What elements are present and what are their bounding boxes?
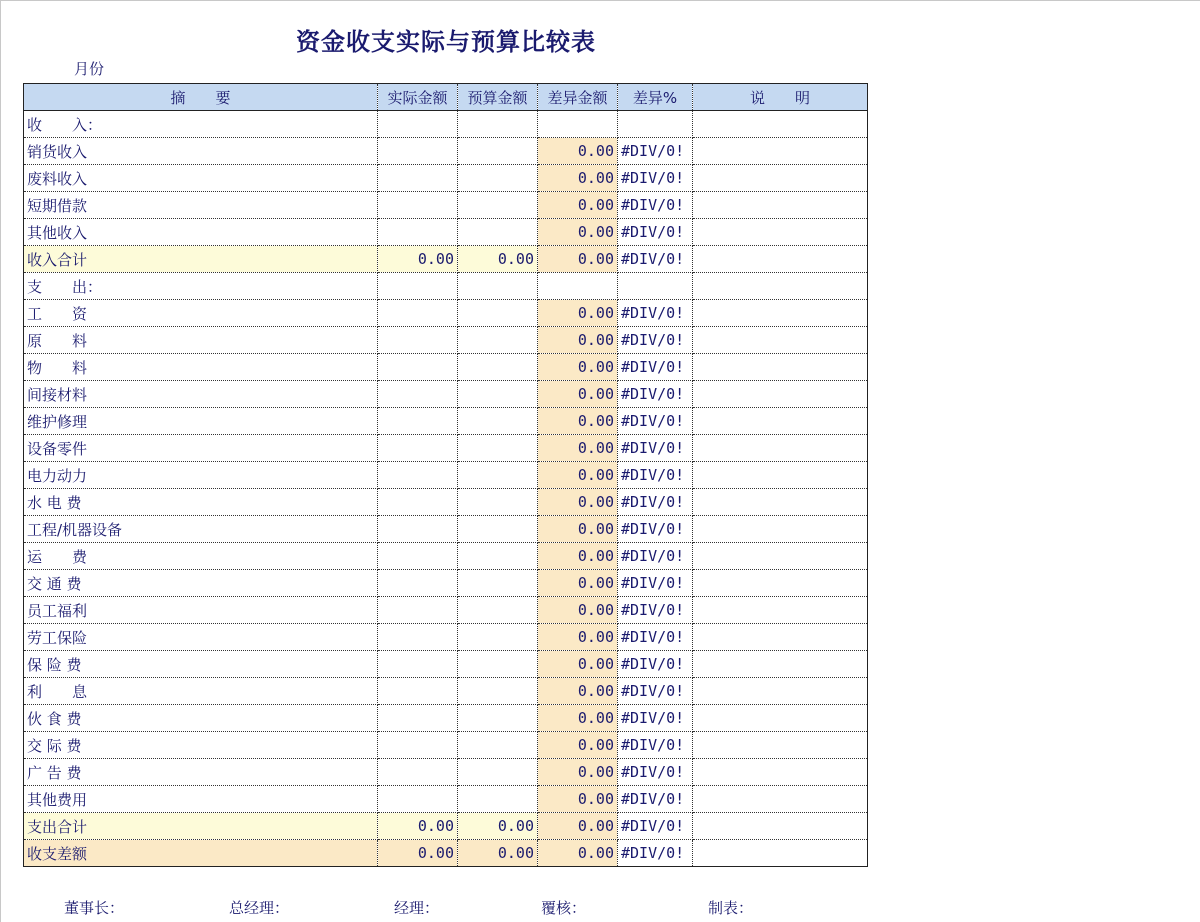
cell-actual[interactable] [378,597,458,624]
cell-budget[interactable] [458,570,538,597]
cell-diff[interactable]: 0.00 [538,219,618,246]
cell-diff[interactable]: 0.00 [538,516,618,543]
cell-budget[interactable] [458,192,538,219]
cell-pct[interactable]: #DIV/0! [618,678,693,705]
cell-desc[interactable]: 交 际 费 [24,732,378,759]
cell-note[interactable] [693,462,868,489]
header-actual[interactable]: 实际金额 [378,84,458,111]
cell-actual[interactable] [378,219,458,246]
cell-diff[interactable]: 0.00 [538,624,618,651]
cell-note[interactable] [693,840,868,867]
cell-note[interactable] [693,435,868,462]
cell-budget[interactable] [458,516,538,543]
table-row [24,246,868,273]
budget-comparison-table [23,83,868,867]
cell-note[interactable] [693,354,868,381]
cell-actual[interactable]: 0.00 [378,813,458,840]
cell-actual[interactable]: 0.00 [378,840,458,867]
cell-note[interactable] [693,192,868,219]
footer-reviewer: 覆核： [541,899,587,917]
cell-actual[interactable] [378,489,458,516]
cell-budget[interactable] [458,381,538,408]
cell-budget[interactable] [458,759,538,786]
cell-desc[interactable]: 其他费用 [24,786,378,813]
table-row [24,408,868,435]
cell-actual[interactable] [378,327,458,354]
cell-pct[interactable]: #DIV/0! [618,624,693,651]
cell-actual[interactable] [378,435,458,462]
table-row [24,516,868,543]
cell-diff[interactable]: 0.00 [538,759,618,786]
cell-diff[interactable]: 0.00 [538,462,618,489]
cell-diff[interactable]: 0.00 [538,489,618,516]
cell-diff[interactable]: 0.00 [538,246,618,273]
cell-diff[interactable]: 0.00 [538,354,618,381]
page-title: 资金收支实际与预算比较表 [296,27,596,56]
cell-budget[interactable] [458,705,538,732]
cell-pct[interactable]: #DIV/0! [618,651,693,678]
footer-preparer: 制表： [708,899,754,917]
cell-note[interactable] [693,246,868,273]
cell-pct[interactable]: #DIV/0! [618,165,693,192]
cell-diff[interactable] [538,273,618,300]
cell-pct[interactable]: #DIV/0! [618,516,693,543]
cell-desc[interactable]: 支出合计 [24,813,378,840]
cell-desc[interactable]: 支 出： [24,273,378,300]
table-row [24,435,868,462]
cell-pct[interactable]: #DIV/0! [618,354,693,381]
cell-note[interactable] [693,219,868,246]
header-diff[interactable]: 差异金额 [538,84,618,111]
cell-diff[interactable]: 0.00 [538,381,618,408]
cell-actual[interactable] [378,570,458,597]
cell-note[interactable] [693,678,868,705]
cell-note[interactable] [693,543,868,570]
table-row [24,597,868,624]
cell-diff[interactable]: 0.00 [538,435,618,462]
cell-budget[interactable] [458,543,538,570]
cell-actual[interactable] [378,462,458,489]
cell-desc[interactable]: 电力动力 [24,462,378,489]
cell-pct[interactable]: #DIV/0! [618,840,693,867]
cell-note[interactable] [693,273,868,300]
cell-diff[interactable]: 0.00 [538,840,618,867]
cell-actual[interactable] [378,408,458,435]
cell-desc[interactable]: 工 资 [24,300,378,327]
header-pct[interactable]: 差异% [618,84,693,111]
cell-desc[interactable]: 运 费 [24,543,378,570]
table-row [24,651,868,678]
table-row [24,840,868,867]
header-desc[interactable]: 摘 要 [24,84,378,111]
cell-note[interactable] [693,732,868,759]
cell-pct[interactable]: #DIV/0! [618,327,693,354]
cell-budget[interactable] [458,489,538,516]
cell-budget[interactable] [458,273,538,300]
cell-note[interactable] [693,165,868,192]
cell-desc[interactable]: 间接材料 [24,381,378,408]
table-row [24,624,868,651]
cell-note[interactable] [693,381,868,408]
cell-desc[interactable]: 水 电 费 [24,489,378,516]
cell-note[interactable] [693,408,868,435]
cell-actual[interactable] [378,273,458,300]
cell-desc[interactable]: 销货收入 [24,138,378,165]
cell-budget[interactable] [458,597,538,624]
cell-pct[interactable]: #DIV/0! [618,462,693,489]
cell-pct[interactable]: #DIV/0! [618,489,693,516]
cell-desc[interactable]: 伙 食 费 [24,705,378,732]
cell-pct[interactable] [618,273,693,300]
cell-pct[interactable]: #DIV/0! [618,705,693,732]
cell-pct[interactable]: #DIV/0! [618,246,693,273]
cell-desc[interactable]: 保 险 费 [24,651,378,678]
cell-pct[interactable]: #DIV/0! [618,786,693,813]
cell-desc[interactable]: 利 息 [24,678,378,705]
table-row [24,138,868,165]
table-row [24,570,868,597]
cell-actual[interactable] [378,381,458,408]
cell-pct[interactable]: #DIV/0! [618,597,693,624]
cell-diff[interactable]: 0.00 [538,543,618,570]
cell-budget[interactable] [458,435,538,462]
cell-pct[interactable]: #DIV/0! [618,732,693,759]
header-budget[interactable]: 预算金额 [458,84,538,111]
cell-budget[interactable] [458,678,538,705]
cell-diff[interactable]: 0.00 [538,786,618,813]
cell-actual[interactable] [378,759,458,786]
cell-actual[interactable]: 0.00 [378,246,458,273]
cell-desc[interactable]: 维护修理 [24,408,378,435]
table-row [24,732,868,759]
cell-budget[interactable] [458,786,538,813]
cell-pct[interactable]: #DIV/0! [618,813,693,840]
cell-actual[interactable] [378,300,458,327]
cell-budget[interactable] [458,651,538,678]
cell-note[interactable] [693,327,868,354]
cell-pct[interactable]: #DIV/0! [618,408,693,435]
table-row [24,462,868,489]
cell-desc[interactable]: 工程/机器设备 [24,516,378,543]
cell-note[interactable] [693,516,868,543]
footer-manager: 经理： [394,899,440,917]
table-row [24,678,868,705]
cell-actual[interactable] [378,543,458,570]
cell-actual[interactable] [378,678,458,705]
cell-budget[interactable] [458,165,538,192]
cell-budget[interactable] [458,462,538,489]
cell-budget[interactable] [458,300,538,327]
table-row [24,543,868,570]
cell-actual[interactable] [378,516,458,543]
cell-desc[interactable]: 收 入： [24,111,378,138]
table-row [24,705,868,732]
cell-diff[interactable]: 0.00 [538,651,618,678]
table-row [24,165,868,192]
cell-note[interactable] [693,300,868,327]
cell-budget[interactable]: 0.00 [458,813,538,840]
header-row [24,84,868,111]
cell-note[interactable] [693,705,868,732]
table-row [24,786,868,813]
cell-pct[interactable]: #DIV/0! [618,570,693,597]
cell-diff[interactable]: 0.00 [538,327,618,354]
cell-pct[interactable]: #DIV/0! [618,300,693,327]
cell-desc[interactable]: 废料收入 [24,165,378,192]
table-row [24,111,868,138]
cell-diff[interactable]: 0.00 [538,732,618,759]
cell-note[interactable] [693,813,868,840]
cell-desc[interactable]: 员工福利 [24,597,378,624]
cell-actual[interactable] [378,354,458,381]
month-label: 月份 [74,60,105,78]
cell-actual[interactable] [378,192,458,219]
cell-pct[interactable]: #DIV/0! [618,192,693,219]
cell-note[interactable] [693,138,868,165]
cell-desc[interactable]: 广 告 费 [24,759,378,786]
cell-actual[interactable] [378,651,458,678]
cell-budget[interactable] [458,354,538,381]
cell-note[interactable] [693,624,868,651]
cell-diff[interactable]: 0.00 [538,705,618,732]
cell-actual[interactable] [378,705,458,732]
cell-pct[interactable]: #DIV/0! [618,381,693,408]
cell-pct[interactable]: #DIV/0! [618,435,693,462]
table-row [24,219,868,246]
cell-pct[interactable] [618,111,693,138]
cell-diff[interactable]: 0.00 [538,813,618,840]
cell-actual[interactable] [378,138,458,165]
cell-pct[interactable]: #DIV/0! [618,759,693,786]
cell-budget[interactable] [458,624,538,651]
cell-note[interactable] [693,759,868,786]
footer-gm: 总经理： [229,899,290,917]
cell-diff[interactable]: 0.00 [538,408,618,435]
cell-budget[interactable] [458,111,538,138]
cell-desc[interactable]: 原 料 [24,327,378,354]
table-row [24,300,868,327]
cell-note[interactable] [693,570,868,597]
cell-pct[interactable]: #DIV/0! [618,138,693,165]
cell-actual[interactable] [378,624,458,651]
cell-desc[interactable]: 交 通 费 [24,570,378,597]
cell-budget[interactable]: 0.00 [458,246,538,273]
cell-budget[interactable] [458,138,538,165]
cell-desc[interactable]: 收入合计 [24,246,378,273]
cell-note[interactable] [693,651,868,678]
header-note[interactable]: 说 明 [693,84,868,111]
cell-note[interactable] [693,786,868,813]
cell-desc[interactable]: 物 料 [24,354,378,381]
cell-actual[interactable] [378,165,458,192]
cell-desc[interactable]: 收支差额 [24,840,378,867]
cell-desc[interactable]: 设备零件 [24,435,378,462]
cell-budget[interactable] [458,732,538,759]
cell-budget[interactable] [458,327,538,354]
cell-diff[interactable] [538,111,618,138]
cell-diff[interactable]: 0.00 [538,138,618,165]
cell-diff[interactable]: 0.00 [538,300,618,327]
table-row [24,759,868,786]
cell-note[interactable] [693,597,868,624]
cell-pct[interactable]: #DIV/0! [618,219,693,246]
table-row [24,354,868,381]
cell-actual[interactable] [378,732,458,759]
table-row [24,381,868,408]
cell-diff[interactable]: 0.00 [538,570,618,597]
table-row [24,489,868,516]
cell-diff[interactable]: 0.00 [538,597,618,624]
table-row [24,327,868,354]
table-row [24,273,868,300]
cell-actual[interactable] [378,786,458,813]
cell-desc[interactable]: 短期借款 [24,192,378,219]
cell-budget[interactable]: 0.00 [458,840,538,867]
cell-note[interactable] [693,111,868,138]
cell-actual[interactable] [378,111,458,138]
table-row [24,192,868,219]
cell-desc[interactable]: 其他收入 [24,219,378,246]
cell-note[interactable] [693,489,868,516]
cell-diff[interactable]: 0.00 [538,192,618,219]
cell-budget[interactable] [458,408,538,435]
cell-desc[interactable]: 劳工保险 [24,624,378,651]
cell-diff[interactable]: 0.00 [538,678,618,705]
cell-budget[interactable] [458,219,538,246]
cell-diff[interactable]: 0.00 [538,165,618,192]
table-row [24,813,868,840]
cell-pct[interactable]: #DIV/0! [618,543,693,570]
footer-chairman: 董事长： [64,899,125,917]
table-body [24,111,868,867]
